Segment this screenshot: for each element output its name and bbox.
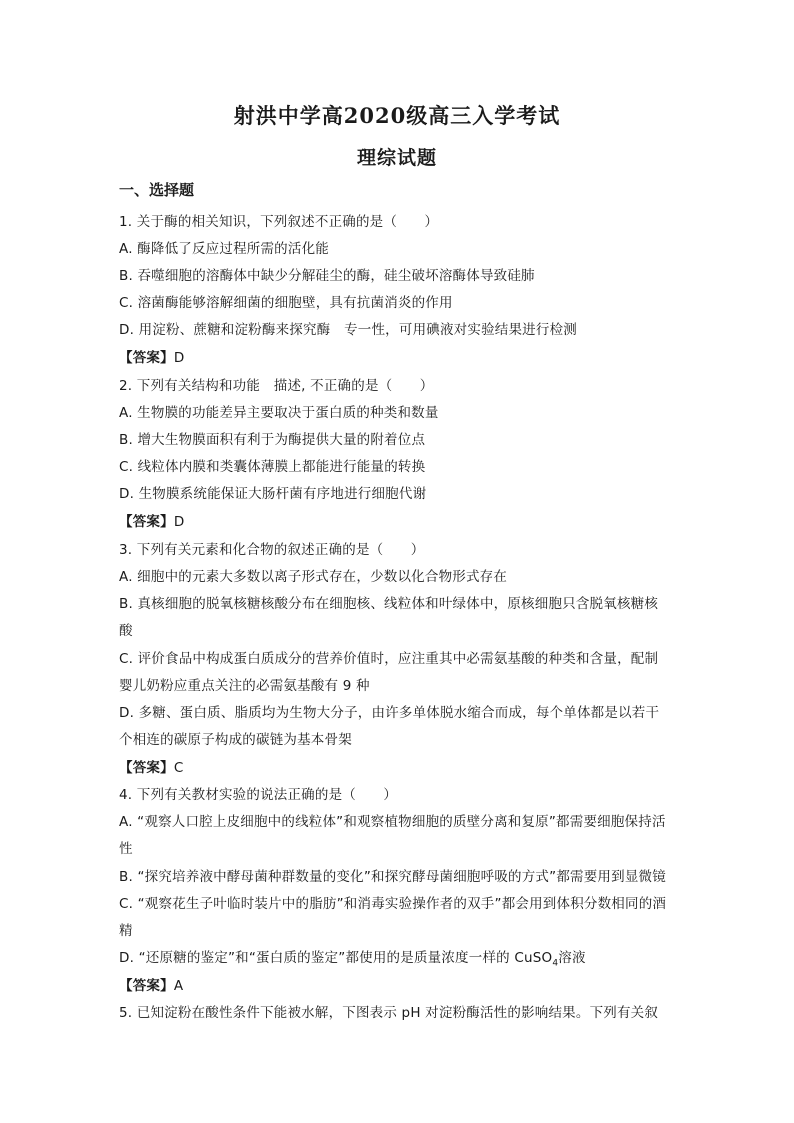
exam-subtitle: 理综试题	[356, 147, 437, 169]
section-heading: 一、选择题	[119, 181, 195, 199]
q3-option-c-line1: C. 评价食品中构成蛋白质成分的营养价值时，应注重其中必需氨基酸的种类和含量，配制	[119, 651, 659, 667]
q4-stem: 4. 下列有关教材实验的说法正确的是（ ）	[119, 787, 398, 803]
q5-stem: 5. 已知淀粉在酸性条件下能被水解，下图表示 pH 对淀粉酶活性的影响结果。下列有关叙	[119, 1005, 659, 1021]
q1-option-b: B. 吞噬细胞的溶酶体中缺少分解硅尘的酶，硅尘破坏溶酶体导致硅肺	[119, 268, 535, 284]
q4-option-d	[119, 946, 679, 969]
q3-answer	[119, 756, 679, 776]
subscript: 4	[552, 958, 559, 969]
q1-option-c: C. 溶菌酶能够溶解细菌的细胞壁，具有抗菌消炎的作用	[119, 295, 453, 311]
q2-option-a: A. 生物膜的功能差异主要取决于蛋白质的种类和数量	[119, 405, 439, 421]
q4-option-d-tail: 溶液	[558, 950, 586, 966]
q3-option-d-line1: D. 多糖、蛋白质、脂质均为生物大分子，由许多单体脱水缩合而成，每个单体都是以若干	[119, 705, 660, 721]
q1-stem: 1. 关于酶的相关知识，下列叙述不正确的是（ ）	[119, 214, 439, 230]
answer-value: D	[173, 514, 185, 530]
q2-answer	[119, 510, 679, 530]
q2-option-b: B. 增大生物膜面积有利于为酶提供大量的附着位点	[119, 432, 426, 448]
answer-label: 【答案】	[119, 350, 174, 366]
q3-option-a: A. 细胞中的元素大多数以离子形式存在，少数以化合物形式存在	[119, 569, 508, 585]
q3-option-d-line2: 个相连的碳原子构成的碳链为基本骨架	[119, 732, 352, 748]
q1-option-a: A. 酶降低了反应过程所需的活化能	[119, 241, 329, 257]
answer-value: D	[173, 350, 185, 366]
q4-option-a-line1: A. “观察人口腔上皮细胞中的线粒体”和观察植物细胞的质壁分离和复原”都需要细胞保持活	[119, 814, 666, 830]
exam-title: 射洪中学高2020级高三入学考试	[233, 103, 561, 128]
answer-label: 【答案】	[119, 514, 174, 530]
q2-stem: 2. 下列有关结构和功能 描述, 不正确的是（ ）	[119, 378, 434, 394]
answer-value: A	[173, 978, 184, 994]
q2-option-c: C. 线粒体内膜和类囊体薄膜上都能进行能量的转换	[119, 459, 426, 475]
q4-option-c-line2: 精	[119, 923, 133, 939]
answer-label: 【答案】	[119, 978, 174, 994]
q3-option-b-line2: 酸	[119, 623, 133, 639]
answer-value: C	[173, 760, 184, 776]
q3-option-b-line1: B. 真核细胞的脱氧核糖核酸分布在细胞核、线粒体和叶绿体中，原核细胞只含脱氧核糖核	[119, 596, 659, 612]
q3-option-c-line2: 婴儿奶粉应重点关注的必需氨基酸有 9 种	[119, 678, 370, 694]
q4-option-d-text: D. “还原糖的鉴定”和“蛋白质的鉴定”都使用的是质量浓度一样的 CuSO	[119, 950, 553, 966]
q4-option-c-line1: C. “观察花生子叶临时装片中的脂肪”和消毒实验操作者的双手”都会用到体积分数相同的酒	[119, 896, 667, 912]
q4-option-a-line2: 性	[119, 841, 133, 857]
q4-answer	[119, 974, 679, 994]
q4-option-b: B. “探究培养液中酵母菌种群数量的变化”和探究酵母菌细胞呼吸的方式”都需要用到显微镜	[119, 869, 666, 885]
answer-label: 【答案】	[119, 760, 174, 776]
q1-option-d: D. 用淀粉、蔗糖和淀粉酶来探究酶 专一性，可用碘液对实验结果进行检测	[119, 322, 577, 338]
q1-answer	[119, 346, 679, 366]
q3-stem: 3. 下列有关元素和化合物的叙述正确的是（ ）	[119, 542, 425, 558]
q2-option-d: D. 生物膜系统能保证大肠杆菌有序地进行细胞代谢	[119, 486, 427, 502]
